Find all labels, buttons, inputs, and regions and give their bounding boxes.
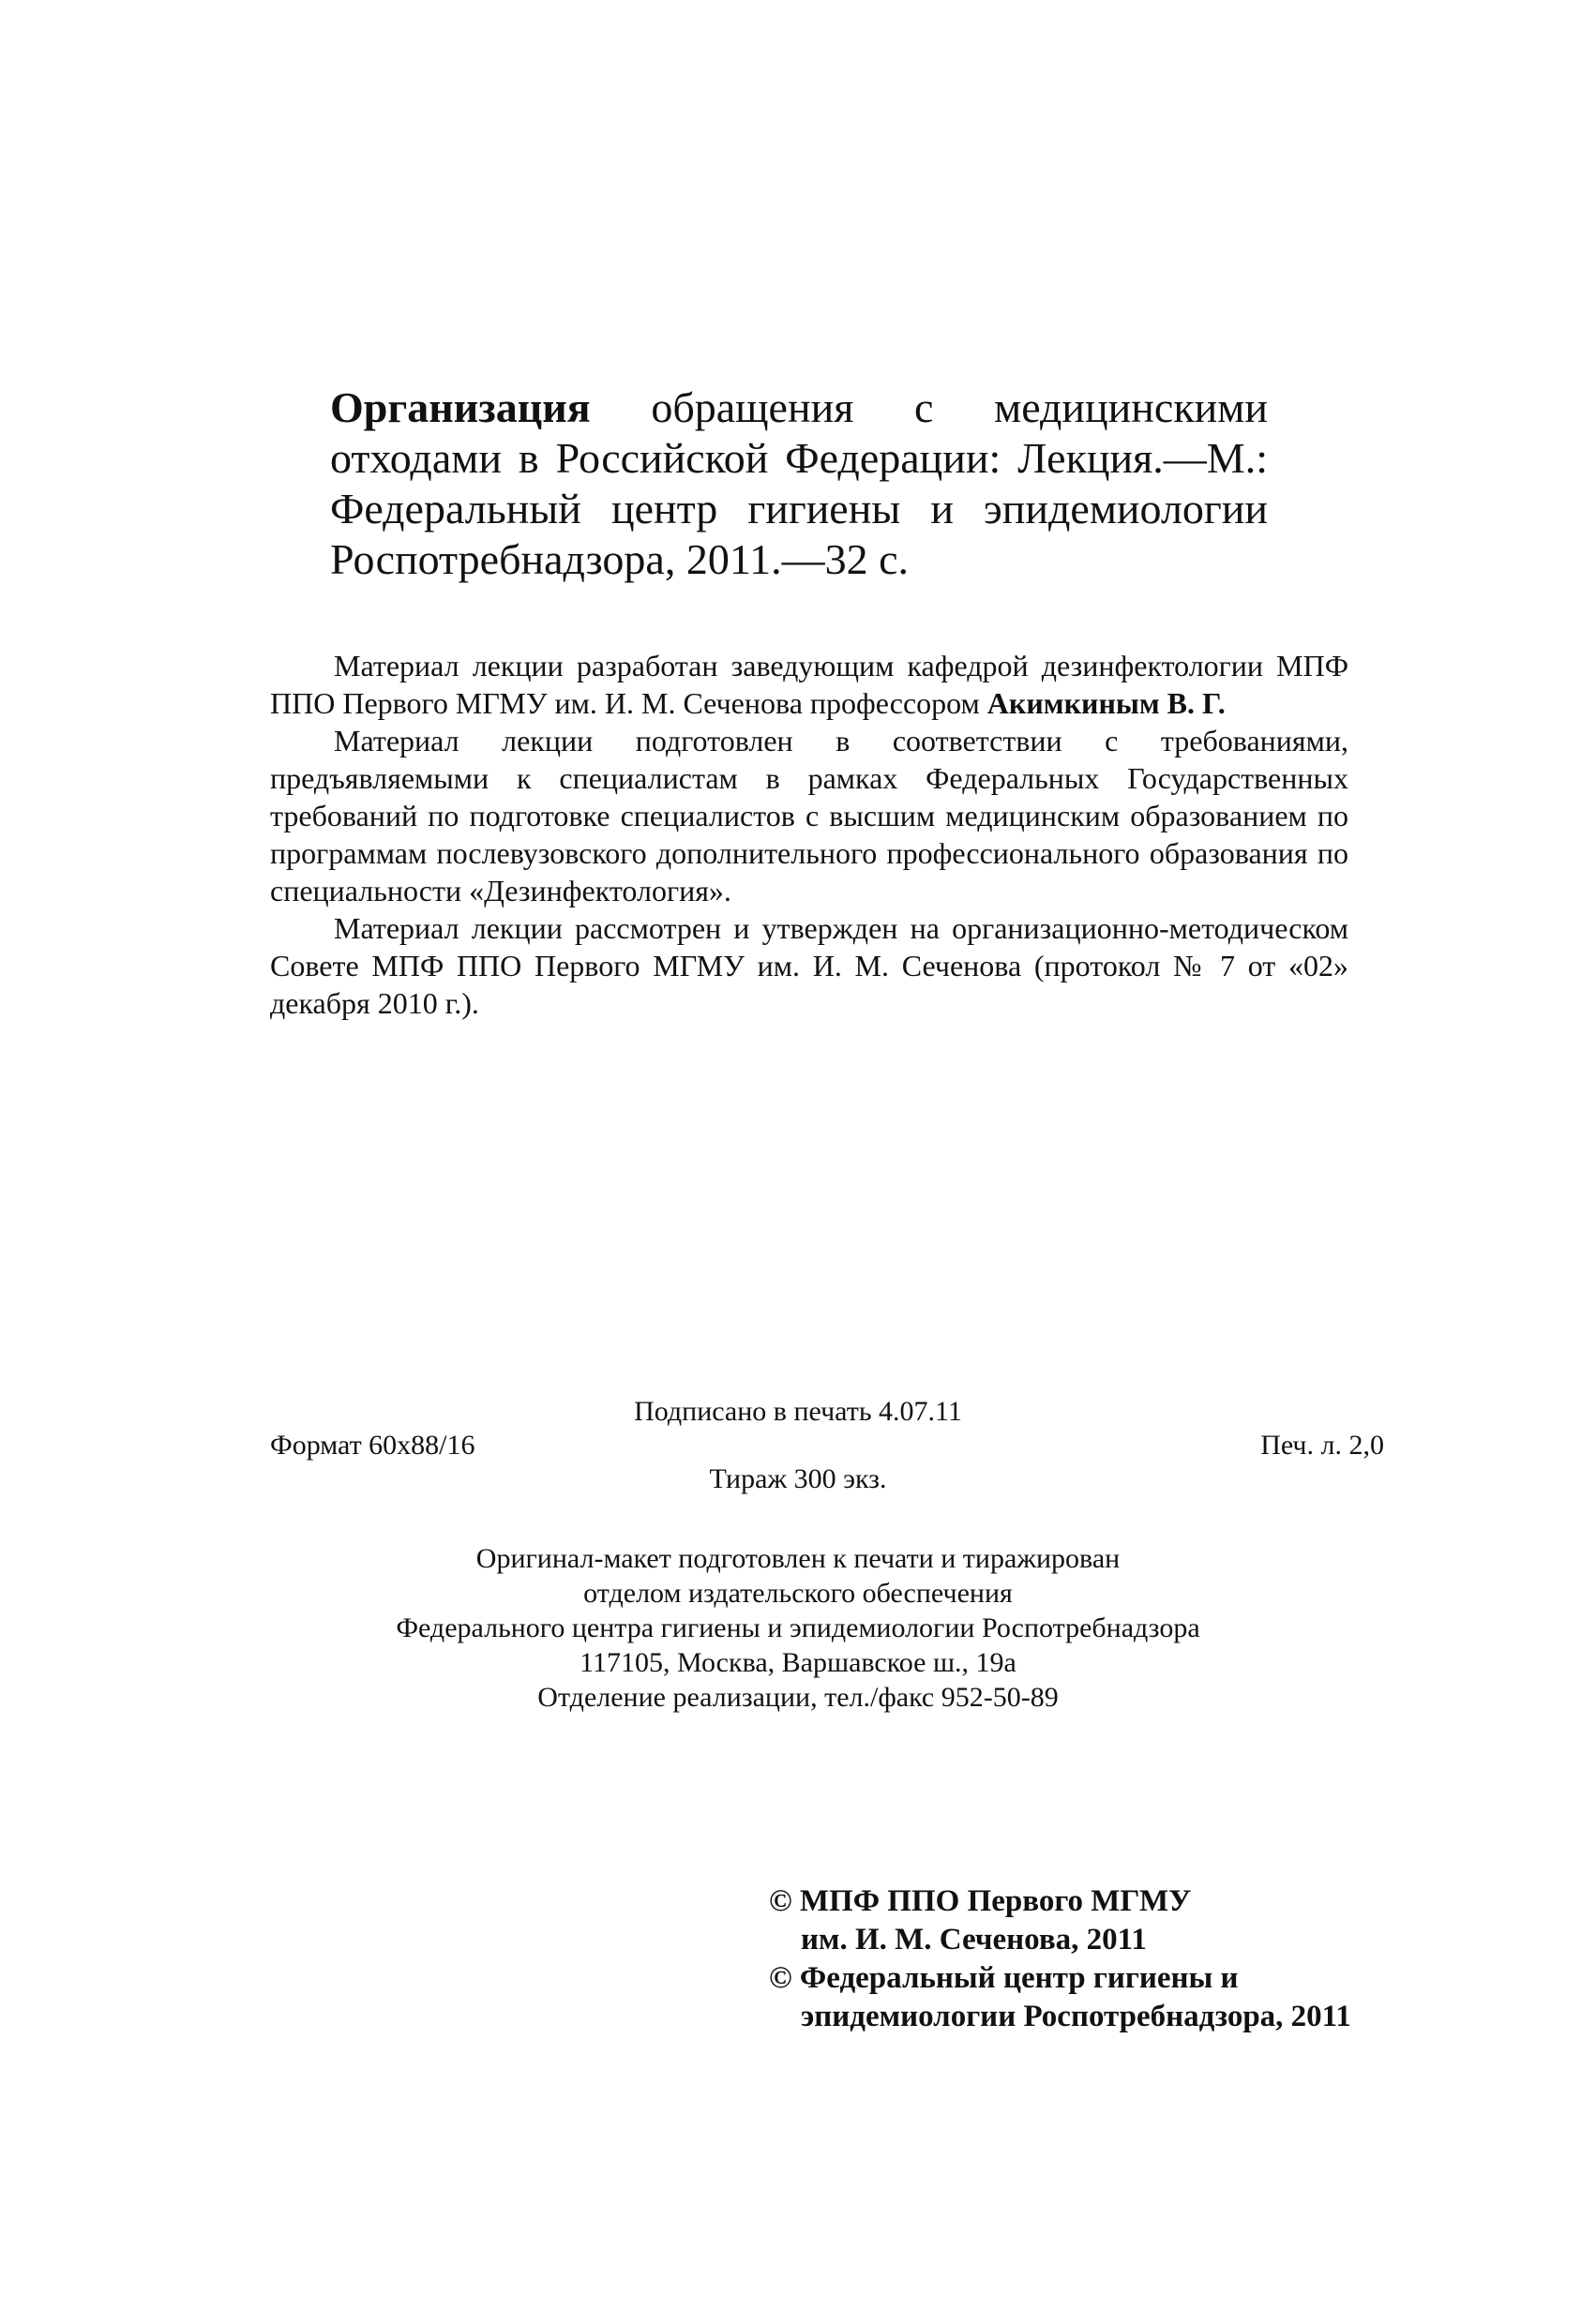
copyright-line: © МПФ ППО Первого МГМУ <box>769 1884 1192 1918</box>
description-paragraph-author <box>270 647 1348 722</box>
title-rest: обращения с медицинскими отходами в Российской Федерации: Лекция.—М.: Федеральный центр гигиены и эпидемиологии Роспотребнадзора, 2011.—32 с. <box>330 383 1269 583</box>
publisher-line: Федерального центра гигиены и эпидемиологии Роспотребнадзора <box>396 1612 1200 1643</box>
description-author-text: Материал лекции разработан заведующим кафедрой дезинфектологии МПФ ППО Первого МГМУ им. И. М. Сеченова профессором <box>270 649 1348 720</box>
publisher-line: отделом издательского обеспечения <box>583 1578 1013 1609</box>
publisher-line: Оригинал-макет подготовлен к печати и тиражирован <box>475 1543 1121 1574</box>
bibliographic-title <box>330 382 1268 585</box>
copyright-line: эпидемиологии Роспотребнадзора, 2011 <box>801 2000 1351 2033</box>
copyright-notice <box>769 1882 1425 2036</box>
imprint-print-run: Тираж 300 экз. <box>709 1463 887 1494</box>
copyright-line: © Федеральный центр гигиены и <box>769 1961 1239 1995</box>
publisher-address: 117105, Москва, Варшавское ш., 19а <box>580 1647 1016 1678</box>
description-paragraph-approval: Материал лекции рассмотрен и утвержден на организационно-методическом Совете МПФ ППО Первого МГМУ им. И. М. Сеченова (протокол № 7 от «02» декабря 2010 г.). <box>270 911 1348 1020</box>
publisher-info <box>0 1541 1596 1715</box>
imprint-format: Формат 60x88/16 <box>270 1430 475 1461</box>
title-lead-word: Организация <box>330 383 591 431</box>
imprint-sheets: Печ. л. 2,0 <box>1260 1430 1384 1461</box>
copyright-line: им. И. М. Сеченова, 2011 <box>801 1923 1147 1957</box>
description-paragraph-requirements: Материал лекции подготовлен в соответствии с требованиями, предъявляемыми к специалистам в рамках Федеральных Государственных требований по подготовке специалистов с высшим медицинским образованием по программам послевузовского дополнительного профессионального образования по специальности «Дезинфектология». <box>270 724 1348 907</box>
publisher-phone: Отделение реализации, тел./факс 952-50-89 <box>537 1682 1059 1713</box>
lecture-description <box>270 647 1348 1022</box>
author-name: Акимкиным В. Г. <box>986 686 1226 720</box>
imprint-signed-date: Подписано в печать 4.07.11 <box>634 1396 962 1427</box>
